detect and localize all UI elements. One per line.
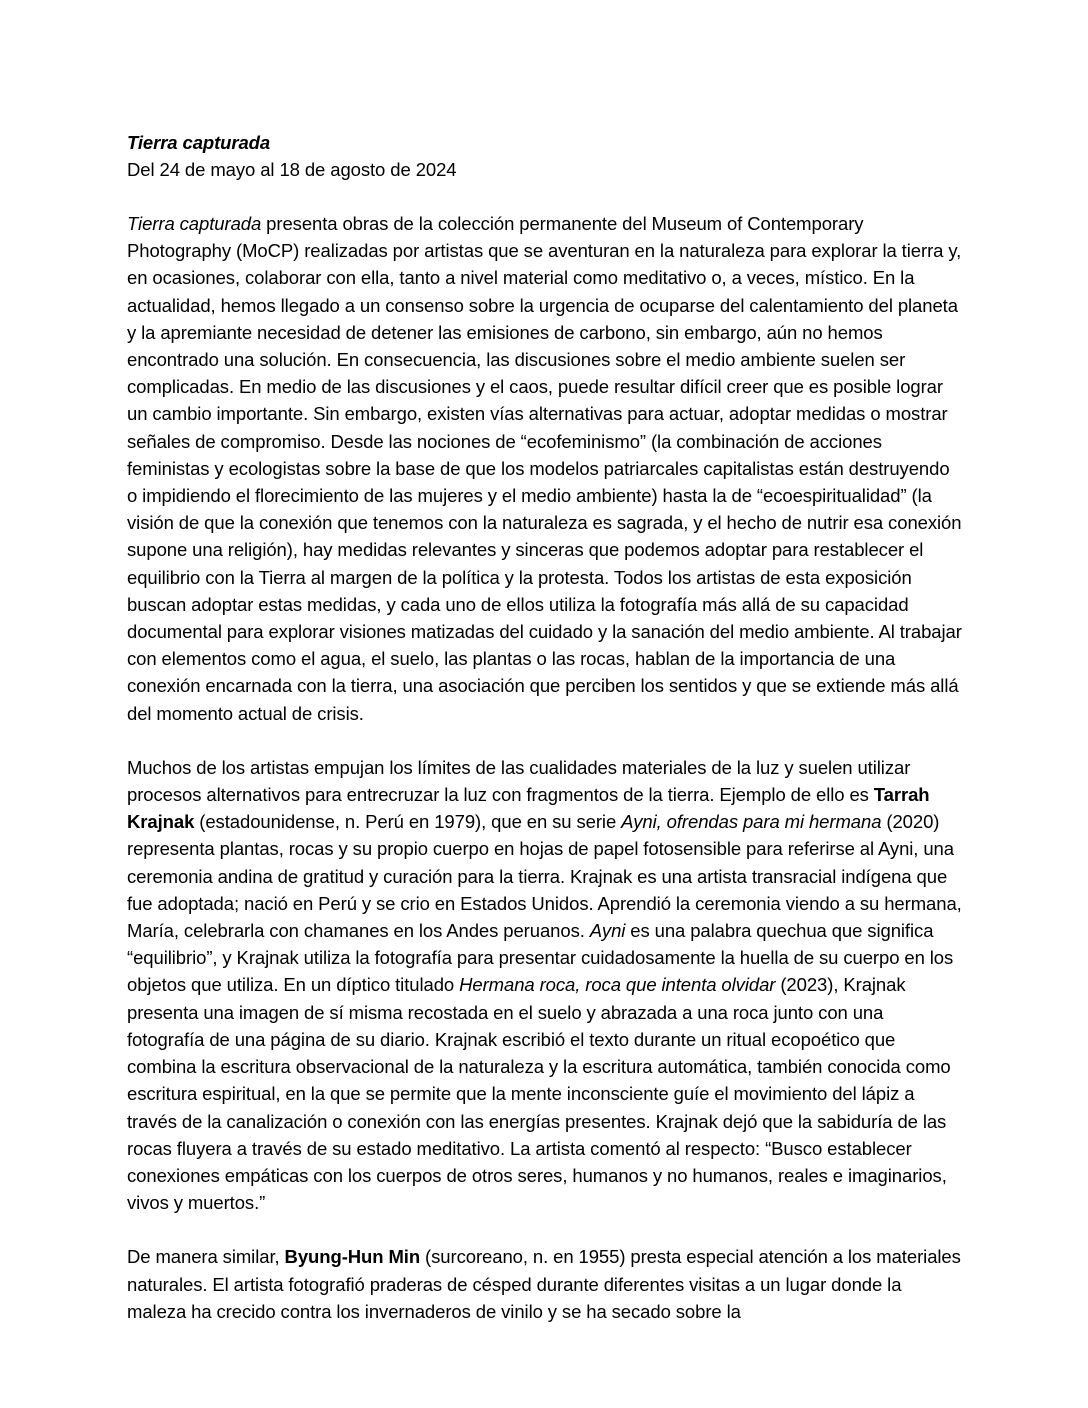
italic-run: Ayni, ofrendas para mi hermana [621, 811, 882, 833]
paragraph-krajnak [127, 754, 963, 1216]
exhibition-dates: Del 24 de mayo al 18 de agosto de 2024 [127, 159, 457, 180]
bold-run: Byung-Hun Min [284, 1246, 421, 1268]
italic-run: Ayni [589, 920, 626, 942]
paragraph-intro [127, 210, 963, 727]
text-run: es una palabra quechua que significa “equilibrio”, y Krajnak utiliza la fotografía para presentar cuidadosamente la huella de su cuerpo en los objetos que utiliza. En un díptico titulado [127, 920, 954, 996]
document-body [127, 129, 963, 1325]
paragraph-spacer-1 [127, 727, 963, 754]
text-run: (estadounidense, n. Perú en 1979), que en su serie [194, 811, 622, 833]
paragraph-min [127, 1243, 963, 1325]
italic-run: Hermana roca, roca que intenta olvidar [459, 974, 776, 996]
text-run: (2020) representa plantas, rocas y su propio cuerpo en hojas de papel fotosensible para referirse al Ayni, una ceremonia andina de gratitud y curación para la tierra. Krajnak es una artista transracial indígena que fue adoptada; nació en Perú y se crio en Estados Unidos. Aprendió la ceremonia viendo a su hermana, María, celebrarla con chamanes en los Andes peruanos. [127, 811, 962, 942]
bold-run: Tarrah Krajnak [127, 784, 930, 833]
text-run: (2023), Krajnak presenta una imagen de sí misma recostada en el suelo y abrazada a una roca junto con una fotografía de una página de su diario. Krajnak escribió el texto durante un ritual ecopoético que combina la escritura observacional de la naturaleza y la escritura automática, también conocida como escritura espiritual, en la que se permite que la mente inconsciente guíe el movimiento del lápiz a través de la canalización o conexión con las energías presentes. Krajnak dejó que la sabiduría de las rocas fluyera a través de su estado meditativo. La artista comentó al respecto: “Busco establecer conexiones empáticas con los cuerpos de otros seres, humanos y no humanos, reales e imaginarios, vivos y muertos.” [127, 974, 951, 1214]
italic-run: Tierra capturada [127, 213, 262, 234]
title-body-spacer [127, 183, 963, 210]
text-run: presenta obras de la colección permanente del Museum of Contemporary Photography (MoCP) realizadas por artistas que se aventuran en la naturaleza para explorar la tierra y, en ocasiones, colaborar con ella, tanto a nivel material como meditativo o, a veces, místico. En la actualidad, hemos llegado a un consenso sobre la urgencia de ocuparse del calentamiento del planeta y la apremiante necesidad de detener las emisiones de carbono, sin embargo, aún no hemos encontrado una solución. En consecuencia, las discusiones sobre el medio ambiente suelen ser complicadas. En medio de las discusiones y el caos, puede resultar difícil creer que es posible lograr un cambio importante. Sin embargo, existen vías alternativas para actuar, adoptar medidas o mostrar señales de compromiso. Desde las nociones de “ecofeminismo” (la combinación de acciones feministas y ecologistas sobre la base de que los modelos patriarcales capitalistas están destruyendo o impidiendo el florecimiento de las mujeres y el medio ambiente) hasta la de “ecoespiritualidad” (la visión de que la conexión que tenemos con la naturaleza es sagrada, y el hecho de nutrir esa conexión supone una religión), hay medidas relevantes y sinceras que podemos adoptar para restablecer el equilibrio con la Tierra al margen de la política y la protesta. Todos los artistas de esta exposición buscan adoptar estas medidas, y cada uno de ellos utiliza la fotografía más allá de su capacidad documental para explorar visiones matizadas del cuidado y la sanación del medio ambiente. Al trabajar con elementos como el agua, el suelo, las plantas o las rocas, hablan de la importancia de una conexión encarnada con la tierra, una asociación que perciben los sentidos y que se extiende más allá del momento actual de crisis. [127, 213, 962, 724]
text-run: Muchos de los artistas empujan los límites de las cualidades materiales de la luz y suelen utilizar procesos alternativos para entrecruzar la luz con fragmentos de la tierra. Ejemplo de ello es [127, 756, 911, 806]
text-run: De manera similar, [127, 1246, 285, 1268]
exhibition-title: Tierra capturada [127, 132, 271, 153]
text-run: (surcoreano, n. en 1955) presta especial atención a los materiales naturales. El artista fotografió praderas de césped durante diferentes visitas a un lugar donde la maleza ha crecido contra los invernaderos de vinilo y se ha secado sobre la [127, 1246, 961, 1322]
paragraph-spacer-2 [127, 1216, 963, 1243]
